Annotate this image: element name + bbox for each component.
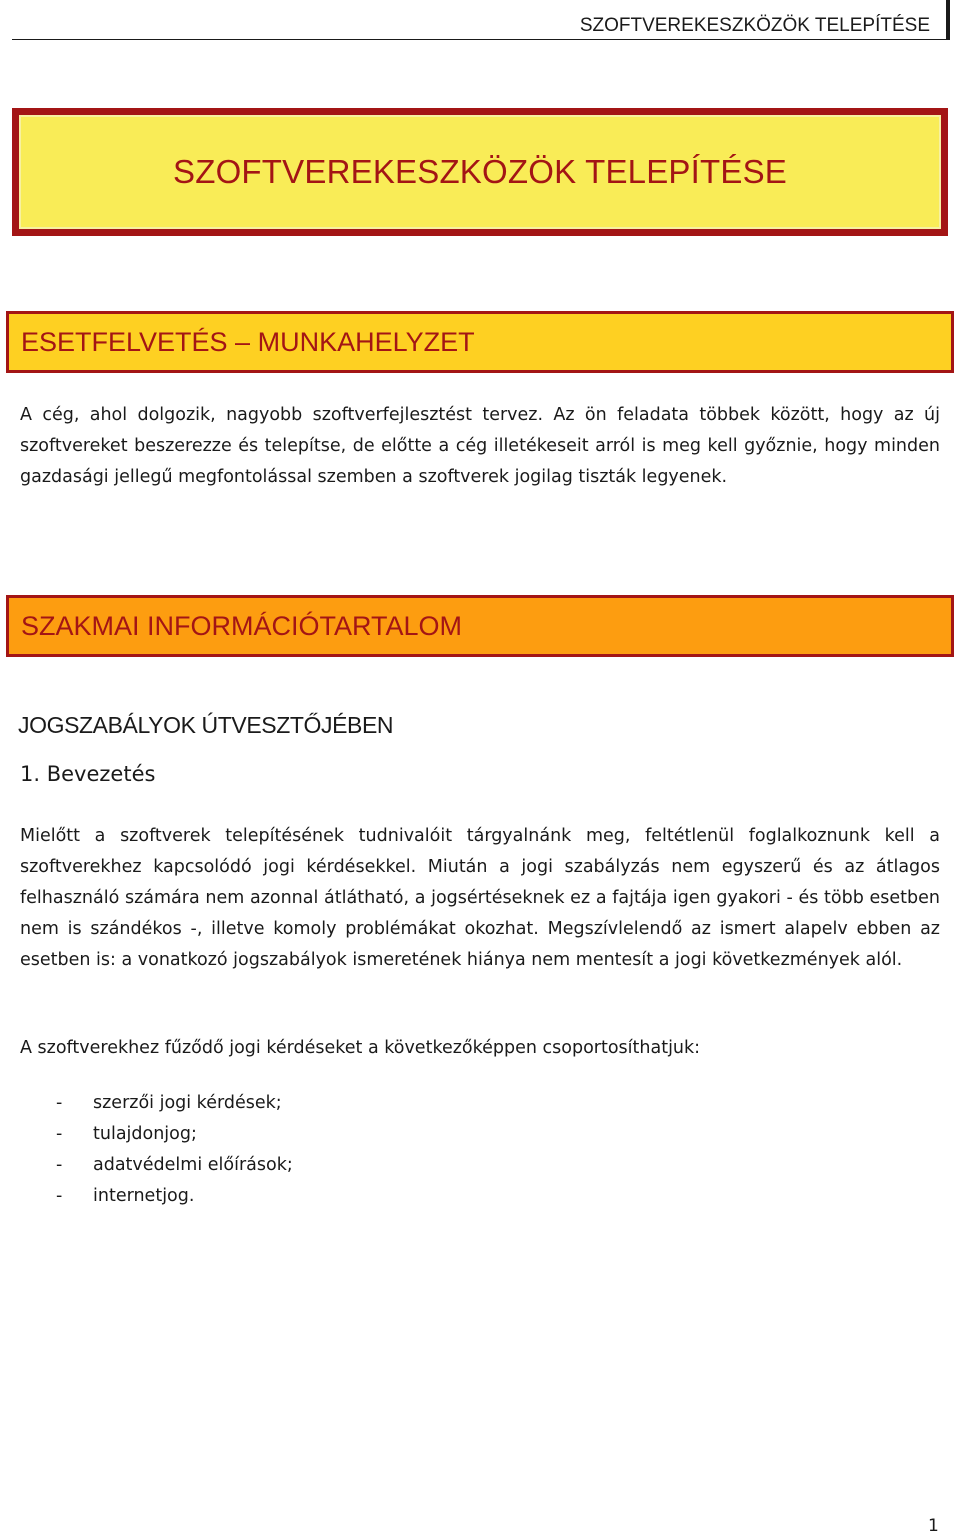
numbered-heading-intro: 1. Bevezetés [20, 762, 156, 786]
list-item [56, 1150, 293, 1181]
dash-marker: - [56, 1155, 63, 1175]
list-item-text: tulajdonjog; [93, 1124, 197, 1144]
title-box-inner [19, 115, 941, 229]
subheading-laws: JOGSZABÁLYOK ÚTVESZTŐJÉBEN [18, 712, 394, 738]
intro-paragraph: Mielőtt a szoftverek telepítésének tudnivalóit tárgyalnánk meg, feltétlenül foglalkoznunk kell a szoftverekhez kapcsolódó jogi kérdésekkel. Miután a jogi szabályzás nem egyszerű és az átlagos felhasználó számára nem azonnal átlátható, a jogsértéseknek ez a fajtája igen gyakori - és több esetben nem is szándékos -, illetve komoly problémákat okozhat. Megszívlelendő az ismert alapelv ebben az esetben is: a vonatkozó jogszabályok ismeretének hiánya nem mentesít a jogi következmények alól. [20, 826, 940, 970]
list-item [56, 1088, 293, 1119]
list-item-text: internetjog. [93, 1186, 195, 1206]
section-heading-info [6, 595, 954, 657]
dash-marker: - [56, 1186, 63, 1206]
section-heading-info-text: SZAKMAI INFORMÁCIÓTARTALOM [21, 610, 463, 641]
section-heading-case [6, 311, 954, 373]
case-paragraph: A cég, ahol dolgozik, nagyobb szoftverfejlesztést tervez. Az ön feladata többek között, hogy az új szoftvereket beszerezze és telepítse, de előtte a cég illetékeseit arról is meg kell győznie, hogy minden gazdasági jellegű megfontolással szemben a szoftverek jogilag tiszták legyenek. [20, 405, 940, 487]
dash-marker: - [56, 1124, 63, 1144]
list-item-text: szerzői jogi kérdések; [93, 1093, 282, 1113]
running-header-title: SZOFTVEREKESZKÖZÖK TELEPÍTÉSE [579, 15, 930, 36]
running-header [12, 0, 950, 40]
list-item [56, 1181, 293, 1212]
dash-marker: - [56, 1093, 63, 1113]
legal-topics-list [56, 1088, 293, 1212]
list-item [56, 1119, 293, 1150]
page-number: 1 [928, 1516, 939, 1536]
grouping-paragraph: A szoftverekhez fűződő jogi kérdéseket a következőképpen csoportosíthatjuk: [20, 1038, 701, 1058]
section-heading-case-text: ESETFELVETÉS – MUNKAHELYZET [21, 326, 475, 357]
title-box [12, 108, 948, 236]
list-item-text: adatvédelmi előírások; [93, 1155, 293, 1175]
document-title: SZOFTVEREKESZKÖZÖK TELEPÍTÉSE [173, 153, 787, 190]
